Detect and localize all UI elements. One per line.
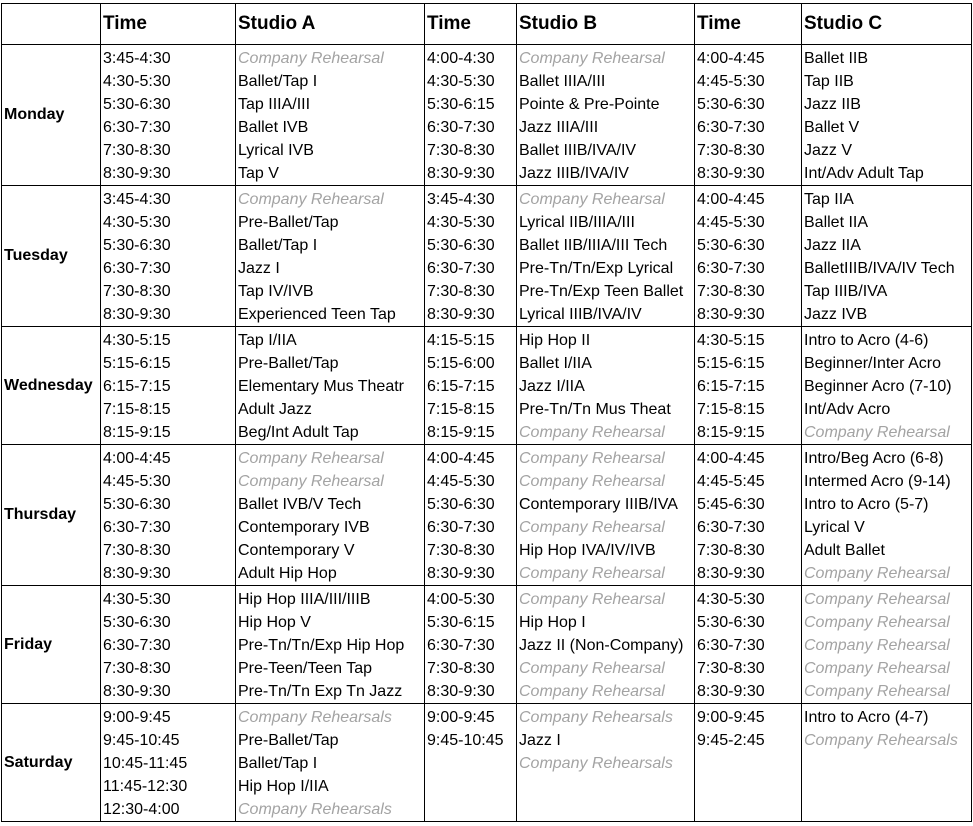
studio-c-time-entry: 9:45-2:45 <box>697 732 765 749</box>
studio-b-class-cell <box>517 45 695 186</box>
studio-c-time-header: Time <box>695 4 802 45</box>
studio-c-class-entry: Company Rehearsals <box>804 732 958 749</box>
studio-c-time-cell <box>695 704 802 822</box>
studio-a-class-entry: Company Rehearsal <box>238 473 384 490</box>
studio-a-class-entry: Elementary Mus Theatr <box>238 378 404 395</box>
studio-b-class-entry: Company Rehearsal <box>519 660 665 677</box>
studio-b-time-entry: 8:30-9:30 <box>427 565 495 582</box>
studio-c-time-entry: 6:15-7:15 <box>697 378 765 395</box>
studio-b-class-entry: Ballet I/IIA <box>519 355 592 372</box>
day-label: Friday <box>2 586 101 704</box>
studio-a-time-entry: 4:30-5:30 <box>103 591 171 608</box>
studio-b-class-entry: Jazz II (Non-Company) <box>519 637 684 654</box>
studio-a-class-entry: Tap IIIA/III <box>238 96 311 113</box>
studio-c-time-entry: 6:30-7:30 <box>697 119 765 136</box>
studio-b-class-entry: Company Rehearsal <box>519 450 665 467</box>
studio-b-class-entry: Company Rehearsal <box>519 683 665 700</box>
studio-a-time-entry: 8:30-9:30 <box>103 306 171 323</box>
studio-a-class-cell <box>236 327 425 445</box>
studio-a-class-entry: Company Rehearsal <box>238 50 384 67</box>
studio-a-time-entry: 7:15-8:15 <box>103 401 171 418</box>
studio-c-header: Studio C <box>802 4 972 45</box>
studio-c-time-entry: 7:30-8:30 <box>697 660 765 677</box>
studio-c-class-cell <box>802 327 972 445</box>
studio-b-time-entry: 7:15-8:15 <box>427 401 495 418</box>
studio-a-time-entry: 6:30-7:30 <box>103 519 171 536</box>
studio-c-time-entry: 4:30-5:15 <box>697 332 765 349</box>
studio-a-class-entry: Jazz I <box>238 260 280 277</box>
studio-a-time-entry: 6:15-7:15 <box>103 378 171 395</box>
class-schedule-table <box>1 3 972 822</box>
studio-c-class-entry: BalletIIIB/IVA/IV Tech <box>804 260 955 277</box>
studio-b-time-cell <box>425 704 517 822</box>
studio-a-class-entry: Beg/Int Adult Tap <box>238 424 359 441</box>
studio-c-class-entry: Intro/Beg Acro (6-8) <box>804 450 944 467</box>
day-label: Monday <box>2 45 101 186</box>
studio-a-class-cell <box>236 704 425 822</box>
studio-a-class-entry: Pre-Tn/Tn/Exp Hip Hop <box>238 637 405 654</box>
studio-c-class-entry: Company Rehearsal <box>804 591 950 608</box>
studio-c-class-entry: Ballet IIA <box>804 214 869 231</box>
studio-c-time-entry: 4:45-5:30 <box>697 73 765 90</box>
studio-a-time-entry: 4:30-5:30 <box>103 214 171 231</box>
studio-c-class-entry: Tap IIIB/IVA <box>804 283 888 300</box>
studio-b-class-entry: Jazz IIIA/III <box>519 119 599 136</box>
studio-b-time-entry: 9:00-9:45 <box>427 709 495 726</box>
studio-b-time-cell <box>425 186 517 327</box>
studio-c-time-entry: 6:30-7:30 <box>697 519 765 536</box>
studio-b-time-entry: 5:30-6:15 <box>427 96 495 113</box>
studio-a-class-cell <box>236 45 425 186</box>
studio-b-class-cell <box>517 445 695 586</box>
studio-c-class-entry: Tap IIB <box>804 73 854 90</box>
studio-c-class-cell <box>802 445 972 586</box>
studio-a-time-entry: 4:00-4:45 <box>103 450 171 467</box>
studio-b-time-entry: 6:30-7:30 <box>427 637 495 654</box>
day-row-saturday <box>2 704 972 822</box>
studio-a-time-entry: 7:30-8:30 <box>103 660 171 677</box>
studio-b-class-entry: Company Rehearsal <box>519 473 665 490</box>
studio-a-time-entry: 4:30-5:15 <box>103 332 171 349</box>
studio-b-time-entry: 8:30-9:30 <box>427 683 495 700</box>
studio-a-class-entry: Ballet IVB <box>238 119 309 136</box>
studio-b-class-entry: Lyrical IIIB/IVA/IV <box>519 306 642 323</box>
studio-a-class-entry: Adult Hip Hop <box>238 565 337 582</box>
studio-c-time-entry: 8:30-9:30 <box>697 565 765 582</box>
studio-c-time-entry: 4:30-5:30 <box>697 591 765 608</box>
studio-a-class-entry: Lyrical IVB <box>238 142 314 159</box>
studio-c-class-entry: Company Rehearsal <box>804 424 950 441</box>
studio-a-time-entry: 7:30-8:30 <box>103 542 171 559</box>
studio-b-time-entry: 6:30-7:30 <box>427 519 495 536</box>
studio-c-time-entry: 4:45-5:45 <box>697 473 765 490</box>
studio-c-time-cell <box>695 45 802 186</box>
studio-b-time-entry: 4:30-5:30 <box>427 214 495 231</box>
studio-a-class-entry: Adult Jazz <box>238 401 312 418</box>
studio-b-class-entry: Company Rehearsal <box>519 424 665 441</box>
studio-b-time-entry: 5:30-6:30 <box>427 237 495 254</box>
studio-a-class-entry: Company Rehearsal <box>238 191 384 208</box>
studio-c-class-entry: Adult Ballet <box>804 542 885 559</box>
studio-c-time-cell <box>695 327 802 445</box>
studio-c-class-entry: Int/Adv Acro <box>804 401 891 418</box>
studio-a-time-cell <box>101 45 236 186</box>
studio-c-time-entry: 5:45-6:30 <box>697 496 765 513</box>
studio-a-time-entry: 3:45-4:30 <box>103 50 171 67</box>
studio-c-time-entry: 8:30-9:30 <box>697 165 765 182</box>
studio-b-time-entry: 9:45-10:45 <box>427 732 504 749</box>
studio-b-time-entry: 5:30-6:15 <box>427 614 495 631</box>
studio-b-time-entry: 4:00-4:45 <box>427 450 495 467</box>
studio-c-class-entry: Int/Adv Adult Tap <box>804 165 924 182</box>
studio-a-time-cell <box>101 586 236 704</box>
studio-a-time-entry: 8:30-9:30 <box>103 683 171 700</box>
studio-a-class-entry: Ballet/Tap I <box>238 237 318 254</box>
studio-a-time-entry: 9:00-9:45 <box>103 709 171 726</box>
studio-c-class-entry: Jazz V <box>804 142 853 159</box>
studio-a-time-entry: 9:45-10:45 <box>103 732 180 749</box>
studio-c-time-entry: 9:00-9:45 <box>697 709 765 726</box>
studio-b-class-entry: Contemporary IIIB/IVA <box>519 496 678 513</box>
studio-c-time-entry: 5:30-6:30 <box>697 237 765 254</box>
day-row-wednesday <box>2 327 972 445</box>
studio-a-class-entry: Experienced Teen Tap <box>238 306 396 323</box>
studio-a-class-entry: Pre-Ballet/Tap <box>238 355 339 372</box>
studio-c-class-entry: Company Rehearsal <box>804 683 950 700</box>
studio-c-time-entry: 8:30-9:30 <box>697 683 765 700</box>
studio-b-time-entry: 4:45-5:30 <box>427 473 495 490</box>
day-row-monday <box>2 45 972 186</box>
studio-c-class-entry: Tap IIA <box>804 191 854 208</box>
studio-a-time-entry: 8:30-9:30 <box>103 165 171 182</box>
studio-c-class-entry: Intro to Acro (4-6) <box>804 332 929 349</box>
studio-a-class-entry: Pre-Ballet/Tap <box>238 214 339 231</box>
studio-b-class-entry: Company Rehearsal <box>519 565 665 582</box>
studio-b-class-cell <box>517 586 695 704</box>
day-row-tuesday <box>2 186 972 327</box>
studio-a-class-entry: Hip Hop V <box>238 614 311 631</box>
day-label: Saturday <box>2 704 101 822</box>
studio-c-class-entry: Company Rehearsal <box>804 614 950 631</box>
studio-b-time-entry: 4:15-5:15 <box>427 332 495 349</box>
day-label: Wednesday <box>2 327 101 445</box>
studio-a-time-cell <box>101 704 236 822</box>
studio-a-time-entry: 5:15-6:15 <box>103 355 171 372</box>
studio-b-time-entry: 7:30-8:30 <box>427 283 495 300</box>
studio-c-class-cell <box>802 704 972 822</box>
studio-a-class-entry: Ballet IVB/V Tech <box>238 496 362 513</box>
studio-a-time-entry: 7:30-8:30 <box>103 283 171 300</box>
studio-a-time-entry: 6:30-7:30 <box>103 260 171 277</box>
studio-a-class-entry: Hip Hop IIIA/III/IIIB <box>238 591 371 608</box>
studio-c-time-entry: 4:45-5:30 <box>697 214 765 231</box>
studio-b-class-entry: Hip Hop II <box>519 332 591 349</box>
studio-a-class-entry: Pre-Ballet/Tap <box>238 732 339 749</box>
studio-b-class-entry: Ballet IIIB/IVA/IV <box>519 142 637 159</box>
studio-a-time-cell <box>101 186 236 327</box>
studio-c-time-entry: 7:30-8:30 <box>697 142 765 159</box>
studio-b-time-entry: 6:30-7:30 <box>427 119 495 136</box>
studio-b-class-entry: Ballet IIIA/III <box>519 73 606 90</box>
studio-a-class-entry: Pre-Tn/Tn Exp Tn Jazz <box>238 683 403 700</box>
studio-c-class-entry: Company Rehearsal <box>804 637 950 654</box>
studio-a-class-cell <box>236 586 425 704</box>
studio-c-class-entry: Intro to Acro (5-7) <box>804 496 929 513</box>
studio-a-class-entry: Pre-Teen/Teen Tap <box>238 660 373 677</box>
studio-b-class-entry: Jazz I/IIA <box>519 378 585 395</box>
studio-c-time-cell <box>695 186 802 327</box>
studio-a-time-entry: 6:30-7:30 <box>103 637 171 654</box>
studio-c-class-cell <box>802 586 972 704</box>
studio-b-time-entry: 8:30-9:30 <box>427 306 495 323</box>
studio-c-class-entry: Beginner/Inter Acro <box>804 355 941 372</box>
studio-b-class-entry: Lyrical IIB/IIIA/III <box>519 214 635 231</box>
studio-b-class-cell <box>517 704 695 822</box>
studio-a-time-entry: 10:45-11:45 <box>103 755 188 772</box>
studio-a-time-entry: 6:30-7:30 <box>103 119 171 136</box>
studio-c-time-entry: 5:30-6:30 <box>697 96 765 113</box>
studio-a-time-entry: 8:30-9:30 <box>103 565 171 582</box>
studio-a-class-entry: Tap I/IIA <box>238 332 297 349</box>
studio-c-time-entry: 8:30-9:30 <box>697 306 765 323</box>
studio-c-class-entry: Jazz IIA <box>804 237 861 254</box>
studio-c-time-entry: 4:00-4:45 <box>697 450 765 467</box>
studio-b-time-entry: 8:15-9:15 <box>427 424 495 441</box>
studio-b-time-header: Time <box>425 4 517 45</box>
studio-b-time-cell <box>425 45 517 186</box>
studio-a-time-entry: 3:45-4:30 <box>103 191 171 208</box>
studio-c-time-entry: 6:30-7:30 <box>697 260 765 277</box>
day-label: Tuesday <box>2 186 101 327</box>
studio-a-class-entry: Hip Hop I/IIA <box>238 778 329 795</box>
studio-b-time-entry: 4:30-5:30 <box>427 73 495 90</box>
day-row-thursday <box>2 445 972 586</box>
studio-c-time-cell <box>695 586 802 704</box>
studio-c-time-entry: 7:30-8:30 <box>697 542 765 559</box>
studio-b-header: Studio B <box>517 4 695 45</box>
studio-b-class-entry: Company Rehearsals <box>519 709 673 726</box>
studio-b-time-entry: 5:30-6:30 <box>427 496 495 513</box>
studio-b-time-cell <box>425 586 517 704</box>
studio-b-class-entry: Pre-Tn/Exp Teen Ballet <box>519 283 684 300</box>
studio-a-class-cell <box>236 186 425 327</box>
studio-a-time-entry: 4:30-5:30 <box>103 73 171 90</box>
studio-a-class-entry: Contemporary IVB <box>238 519 370 536</box>
studio-a-time-header: Time <box>101 4 236 45</box>
studio-a-time-entry: 8:15-9:15 <box>103 424 171 441</box>
studio-c-time-entry: 7:15-8:15 <box>697 401 765 418</box>
studio-a-time-entry: 5:30-6:30 <box>103 237 171 254</box>
studio-b-class-entry: Pointe & Pre-Pointe <box>519 96 660 113</box>
studio-b-class-entry: Jazz I <box>519 732 561 749</box>
studio-a-time-entry: 5:30-6:30 <box>103 96 171 113</box>
studio-c-class-entry: Jazz IVB <box>804 306 868 323</box>
studio-c-class-entry: Ballet V <box>804 119 860 136</box>
studio-b-class-entry: Company Rehearsal <box>519 519 665 536</box>
studio-a-class-entry: Tap V <box>238 165 279 182</box>
day-label: Thursday <box>2 445 101 586</box>
studio-a-time-entry: 12:30-4:00 <box>103 801 180 818</box>
studio-b-class-entry: Jazz IIIB/IVA/IV <box>519 165 629 182</box>
studio-b-class-entry: Company Rehearsal <box>519 50 665 67</box>
day-header <box>2 4 101 45</box>
studio-b-class-entry: Company Rehearsal <box>519 191 665 208</box>
header-row <box>2 4 972 45</box>
studio-c-time-entry: 5:15-6:15 <box>697 355 765 372</box>
studio-a-header: Studio A <box>236 4 425 45</box>
studio-c-class-entry: Beginner Acro (7-10) <box>804 378 952 395</box>
studio-a-time-cell <box>101 327 236 445</box>
studio-b-class-entry: Pre-Tn/Tn/Exp Lyrical <box>519 260 674 277</box>
studio-c-time-entry: 7:30-8:30 <box>697 283 765 300</box>
studio-c-class-entry: Intro to Acro (4-7) <box>804 709 929 726</box>
studio-b-class-cell <box>517 327 695 445</box>
studio-b-time-entry: 7:30-8:30 <box>427 660 495 677</box>
studio-a-class-entry: Ballet/Tap I <box>238 73 318 90</box>
studio-a-time-entry: 5:30-6:30 <box>103 614 171 631</box>
studio-a-class-cell <box>236 445 425 586</box>
studio-a-class-entry: Company Rehearsals <box>238 801 392 818</box>
day-row-friday <box>2 586 972 704</box>
studio-b-class-entry: Company Rehearsal <box>519 591 665 608</box>
studio-c-class-entry: Lyrical V <box>804 519 865 536</box>
studio-c-time-entry: 4:00-4:45 <box>697 50 765 67</box>
studio-b-class-entry: Company Rehearsals <box>519 755 673 772</box>
studio-c-time-entry: 8:15-9:15 <box>697 424 765 441</box>
studio-b-time-entry: 6:30-7:30 <box>427 260 495 277</box>
studio-c-time-entry: 6:30-7:30 <box>697 637 765 654</box>
studio-b-time-entry: 4:00-5:30 <box>427 591 495 608</box>
studio-b-time-entry: 3:45-4:30 <box>427 191 495 208</box>
studio-b-time-entry: 4:00-4:30 <box>427 50 495 67</box>
studio-b-time-entry: 5:15-6:00 <box>427 355 495 372</box>
studio-c-class-entry: Company Rehearsal <box>804 565 950 582</box>
studio-c-class-entry: Ballet IIB <box>804 50 869 67</box>
studio-b-time-entry: 7:30-8:30 <box>427 542 495 559</box>
studio-c-time-entry: 5:30-6:30 <box>697 614 765 631</box>
studio-c-time-cell <box>695 445 802 586</box>
studio-b-class-entry: Hip Hop I <box>519 614 586 631</box>
studio-c-class-entry: Company Rehearsal <box>804 660 950 677</box>
studio-b-class-entry: Ballet IIB/IIIA/III Tech <box>519 237 668 254</box>
studio-b-time-cell <box>425 445 517 586</box>
studio-c-class-entry: Intermed Acro (9-14) <box>804 473 951 490</box>
studio-a-class-entry: Tap IV/IVB <box>238 283 314 300</box>
studio-a-class-entry: Company Rehearsal <box>238 450 384 467</box>
studio-a-time-entry: 4:45-5:30 <box>103 473 171 490</box>
schedule-body <box>2 45 972 822</box>
studio-c-class-cell <box>802 186 972 327</box>
studio-c-class-entry: Jazz IIB <box>804 96 861 113</box>
studio-a-class-entry: Company Rehearsals <box>238 709 392 726</box>
studio-c-class-cell <box>802 45 972 186</box>
studio-b-time-entry: 6:15-7:15 <box>427 378 495 395</box>
studio-a-time-cell <box>101 445 236 586</box>
studio-b-class-entry: Hip Hop IVA/IV/IVB <box>519 542 656 559</box>
studio-b-time-entry: 8:30-9:30 <box>427 165 495 182</box>
studio-b-class-entry: Pre-Tn/Tn Mus Theat <box>519 401 671 418</box>
studio-a-time-entry: 7:30-8:30 <box>103 142 171 159</box>
studio-a-time-entry: 11:45-12:30 <box>103 778 188 795</box>
studio-b-time-entry: 7:30-8:30 <box>427 142 495 159</box>
studio-b-class-cell <box>517 186 695 327</box>
studio-a-class-entry: Contemporary V <box>238 542 355 559</box>
studio-b-time-cell <box>425 327 517 445</box>
studio-a-time-entry: 5:30-6:30 <box>103 496 171 513</box>
studio-a-class-entry: Ballet/Tap I <box>238 755 318 772</box>
studio-c-time-entry: 4:00-4:45 <box>697 191 765 208</box>
